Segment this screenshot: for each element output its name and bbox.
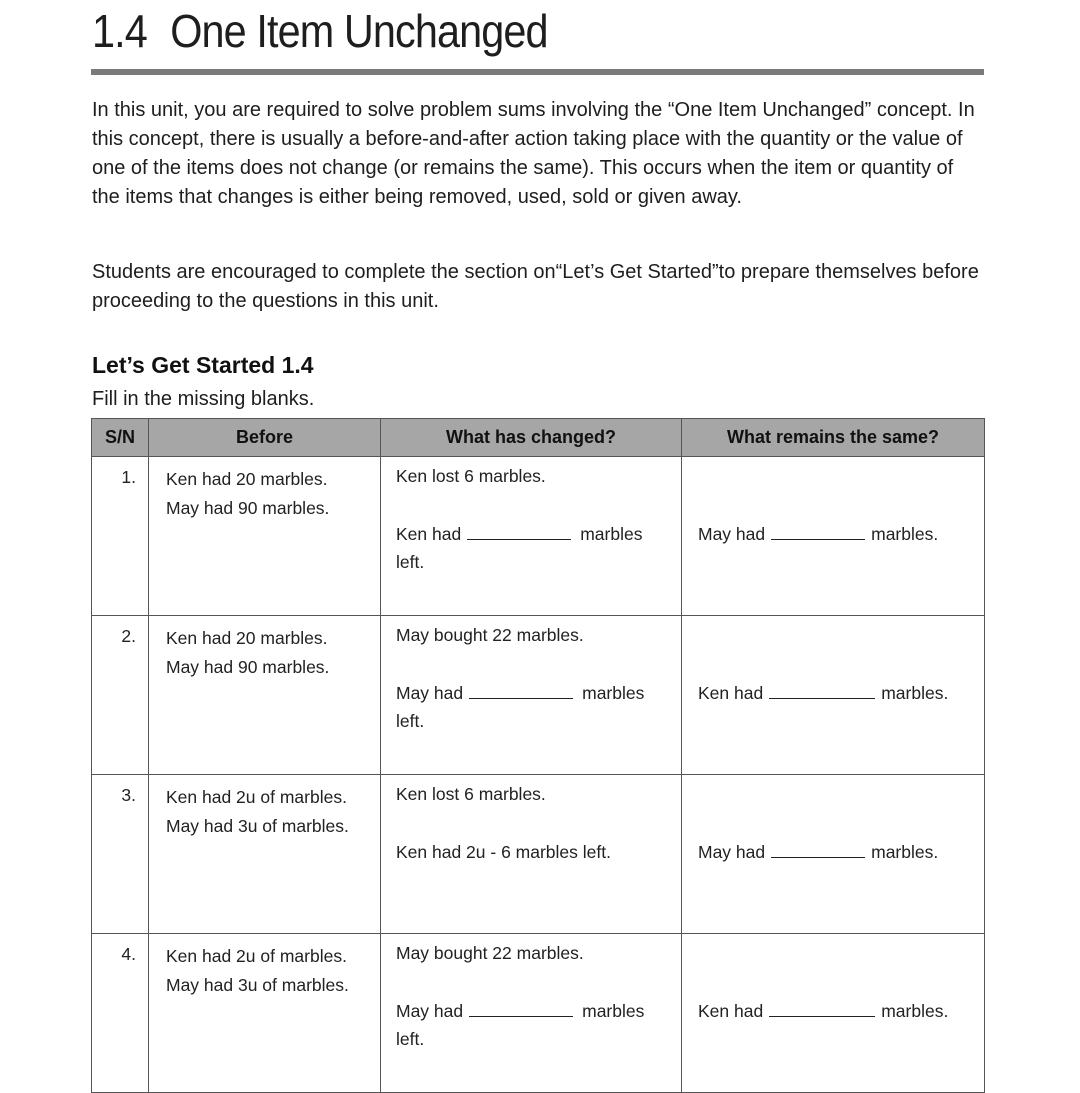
result-prefix: May had (396, 683, 464, 703)
change-description: Ken lost 6 marbles. (396, 784, 546, 804)
before-line-1: Ken had 20 marbles. (166, 628, 328, 648)
row-number: 1. (92, 457, 149, 616)
instruction-text: Fill in the missing blanks. (92, 388, 315, 410)
change-result (396, 679, 669, 735)
section-title: Let’s Get Started 1.4 (92, 352, 314, 378)
header-same: What remains the same? (682, 419, 985, 457)
intro-paragraph-2: Students are encouraged to complete the section on“Let’s Get Started”to prepare themselves before proceeding to the questions in this unit. (92, 261, 979, 312)
unit-number: 1.4 (92, 5, 147, 57)
answer-blank[interactable] (467, 521, 571, 540)
same-statement (698, 520, 974, 548)
answer-blank[interactable] (769, 680, 875, 699)
same-suffix: marbles. (881, 683, 949, 703)
page-title (92, 4, 548, 58)
table-header-row (92, 419, 985, 457)
same-cell (682, 457, 985, 616)
same-prefix: Ken had (698, 683, 764, 703)
answer-blank[interactable] (469, 998, 573, 1017)
before-line-1: Ken had 20 marbles. (166, 469, 328, 489)
before-line-1: Ken had 2u of marbles. (166, 946, 347, 966)
change-result: Ken had 2u - 6 marbles left. (396, 842, 611, 862)
before-line-2: May had 3u of marbles. (166, 975, 349, 995)
same-statement (698, 997, 974, 1025)
row-number: 4. (92, 934, 149, 1093)
result-suffix: marbles (582, 1001, 645, 1021)
same-statement (698, 679, 974, 707)
change-description: May bought 22 marbles. (396, 943, 584, 963)
row-number: 3. (92, 775, 149, 934)
result-prefix: Ken had (396, 524, 462, 544)
table-row (92, 616, 985, 775)
answer-blank[interactable] (771, 839, 865, 858)
worksheet-table (91, 418, 985, 1093)
result-tail: left. (396, 711, 425, 731)
answer-blank[interactable] (769, 998, 875, 1017)
table-row (92, 457, 985, 616)
header-sn: S/N (92, 419, 149, 457)
before-line-2: May had 3u of marbles. (166, 816, 349, 836)
answer-blank[interactable] (771, 521, 865, 540)
row-number: 2. (92, 616, 149, 775)
title-divider (91, 69, 984, 75)
changed-cell (381, 775, 682, 934)
changed-cell (381, 457, 682, 616)
before-line-2: May had 90 marbles. (166, 657, 330, 677)
before-cell (149, 775, 381, 934)
same-cell (682, 934, 985, 1093)
same-suffix: marbles. (881, 1001, 949, 1021)
result-prefix: May had (396, 1001, 464, 1021)
unit-title: One Item Unchanged (170, 5, 548, 57)
before-cell (149, 616, 381, 775)
change-result (396, 997, 669, 1053)
changed-cell (381, 934, 682, 1093)
same-prefix: May had (698, 524, 766, 544)
before-cell (149, 457, 381, 616)
result-tail: left. (396, 552, 425, 572)
changed-cell (381, 616, 682, 775)
intro-paragraph-1: In this unit, you are required to solve problem sums involving the “One Item Unchanged” concept. In this concept, there is usually a before-and-after action taking place with the quantity or the value of one of the items does not change (or remains the same). This occurs when the item or quantity of the items that changes is either being removed, used, sold or given away. (92, 99, 975, 208)
same-cell (682, 616, 985, 775)
same-suffix: marbles. (871, 524, 939, 544)
same-prefix: Ken had (698, 1001, 764, 1021)
same-cell (682, 775, 985, 934)
answer-blank[interactable] (469, 680, 573, 699)
before-line-1: Ken had 2u of marbles. (166, 787, 347, 807)
before-cell (149, 934, 381, 1093)
header-changed: What has changed? (381, 419, 682, 457)
change-description: May bought 22 marbles. (396, 625, 584, 645)
change-result (396, 520, 669, 576)
table-row (92, 775, 985, 934)
same-statement (698, 838, 974, 866)
result-tail: left. (396, 1029, 425, 1049)
result-suffix: marbles (580, 524, 643, 544)
same-suffix: marbles. (871, 842, 939, 862)
header-before: Before (149, 419, 381, 457)
change-description: Ken lost 6 marbles. (396, 466, 546, 486)
before-line-2: May had 90 marbles. (166, 498, 330, 518)
result-suffix: marbles (582, 683, 645, 703)
table-row (92, 934, 985, 1093)
same-prefix: May had (698, 842, 766, 862)
